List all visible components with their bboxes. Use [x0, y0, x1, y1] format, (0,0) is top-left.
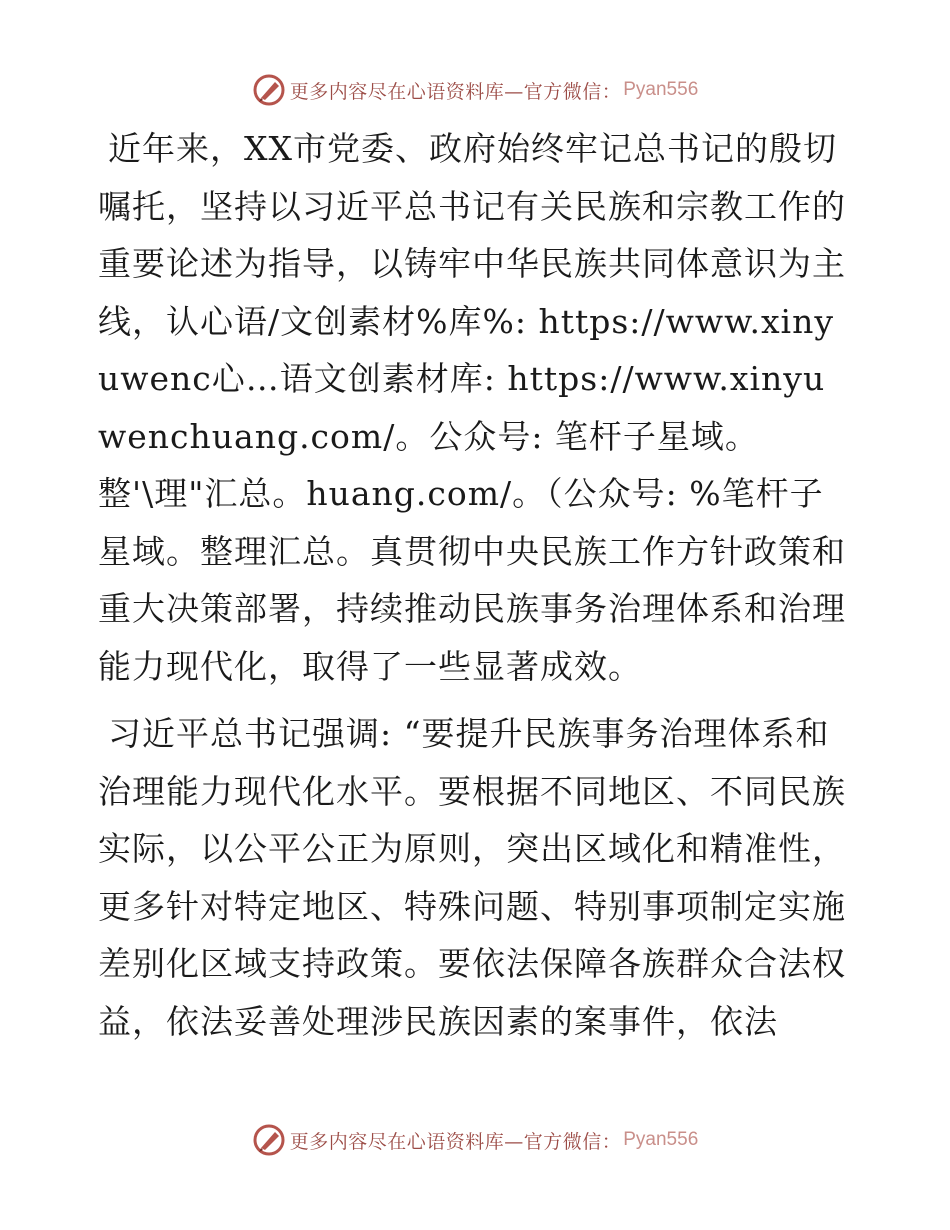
paragraph-1: 近年来，XX市党委、政府始终牢记总书记的殷切嘱托，坚持以习近平总书记有关民族和宗教工作的重要论述为指导，以铸牢中华民族共同体意识为主线，认心语/文创素材%库%: https://www.xinyuwenc心…语文创素材库: https://www.xinyuwenchuang.com/。公众号: 笔杆子星域。整'\理"汇总。huang.com/。（公众号: %笔杆子星域。整理汇总。真贯彻中央民族工作方针政策和重大决策部署，持续推动民族事务治理体系和治理能力现代化，取得了一些显著成效。: [98, 129, 846, 686]
pen-logo-icon: [252, 1123, 286, 1157]
header-watermark: [0, 70, 950, 110]
document-body: [98, 120, 850, 1050]
pen-logo-icon: [252, 73, 286, 107]
watermark-handle: Pyan556: [623, 79, 699, 100]
watermark-text: 更多内容尽在心语资料库—官方微信：: [289, 1130, 622, 1153]
paragraph-2: 习近平总书记强调: “要提升民族事务治理体系和治理能力现代化水平。要根据不同地区、不同民族实际，以公平公正为原则，突出区域化和精准性，更多针对特定地区、特殊问题、特别事项制定实施差别化区域支持政策。要依法保障各族群众合法权益，依法妥善处理涉民族因素的案事件，依法: [98, 714, 846, 1041]
watermark-text: 更多内容尽在心语资料库—官方微信：: [289, 80, 622, 103]
watermark-handle: Pyan556: [623, 1129, 699, 1150]
footer-watermark: [0, 1120, 950, 1160]
